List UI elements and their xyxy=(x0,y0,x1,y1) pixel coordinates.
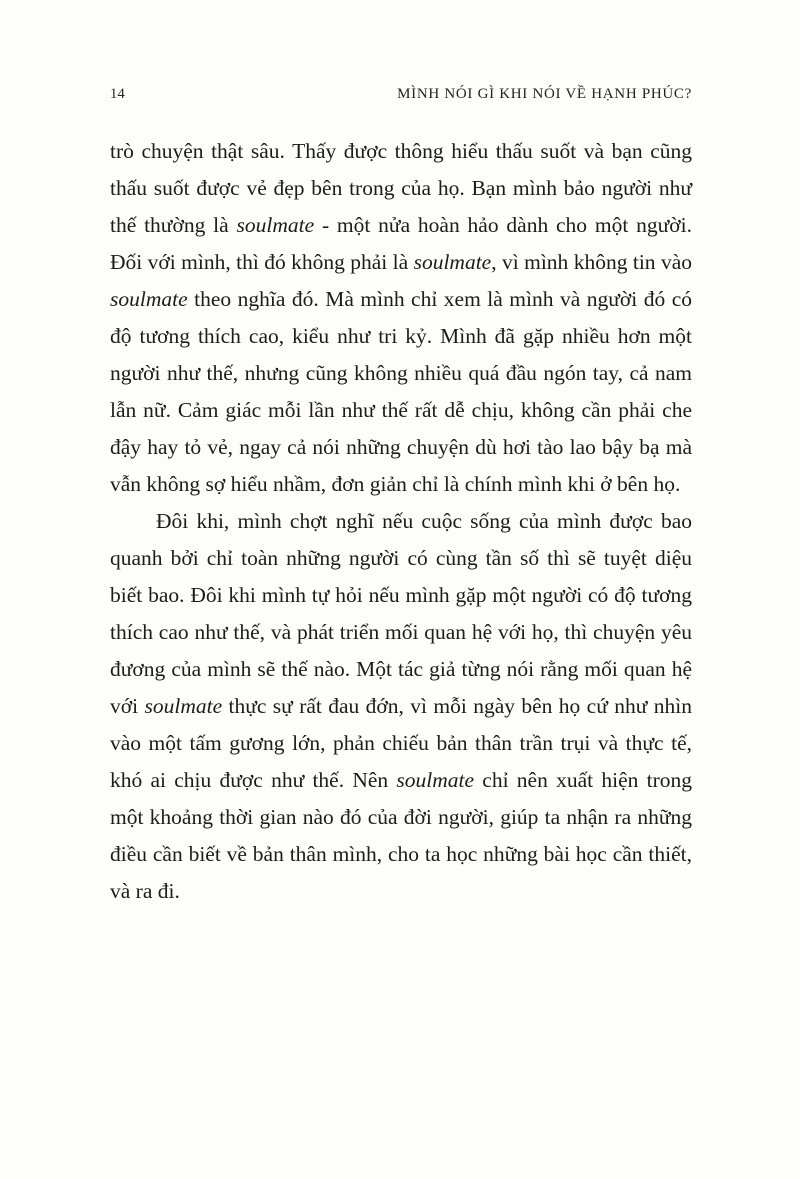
text-run-italic: soulmate xyxy=(144,694,223,718)
text-run: Đôi khi, mình chợt nghĩ nếu cuộc sống của mình được bao quanh bởi chỉ toàn những người có cùng tần số thì sẽ tuyệt diệu biết bao. Đôi khi mình tự hỏi nếu mình gặp một người có độ tương thích cao như thế, và phát triển mối quan hệ với họ, thì chuyện yêu đương của mình sẽ thế nào. Một tác giả từng nói rằng mối quan hệ với xyxy=(110,509,692,718)
text-run: - một nửa hoàn hảo dành cho một người. Đối với mình, thì đó không phải là xyxy=(110,213,693,274)
page-content xyxy=(110,86,692,910)
text-run: trò chuyện thật sâu. Thấy được thông hiểu thấu suốt và bạn cũng thấu suốt được vẻ đẹp bên trong của họ. Bạn mình bảo người như thế thường là xyxy=(110,139,692,237)
paragraph-2 xyxy=(110,503,692,910)
text-run-italic: soulmate xyxy=(413,250,492,274)
running-title: MÌNH NÓI GÌ KHI NÓI VỀ HẠNH PHÚC? xyxy=(397,86,692,102)
text-run: theo nghĩa đó. Mà mình chỉ xem là mình và người đó có độ tương thích cao, kiểu như tri kỷ. Mình đã gặp nhiều hơn một người như thế, nhưng cũng không nhiều quá đầu ngón tay, cả nam lẫn nữ. Cảm giác mỗi lần như thế rất dễ chịu, không cần phải che đậy hay tỏ vẻ, ngay cả nói những chuyện dù hơi tào lao bậy bạ mà vẫn không sợ hiểu nhầm, đơn giản chỉ là chính mình khi ở bên họ. xyxy=(110,287,692,496)
body-text xyxy=(110,133,692,910)
text-run: thực sự rất đau đớn, vì mỗi ngày bên họ cứ như nhìn vào một tấm gương lớn, phản chiếu bản thân trần trụi và thực tế, khó ai chịu được như thế. Nên xyxy=(110,694,693,792)
text-run: chỉ nên xuất hiện trong một khoảng thời gian nào đó của đời người, giúp ta nhận ra những điều cần biết về bản thân mình, cho ta học những bài học cần thiết, và ra đi. xyxy=(110,768,692,903)
text-run-italic: soulmate xyxy=(396,768,475,792)
page-number: 14 xyxy=(110,86,126,102)
text-run: , vì mình không tin vào xyxy=(491,250,692,274)
text-run-italic: soulmate xyxy=(110,287,188,311)
paragraph-1 xyxy=(110,133,692,503)
text-run-italic: soulmate xyxy=(236,213,315,237)
running-header xyxy=(110,86,692,103)
